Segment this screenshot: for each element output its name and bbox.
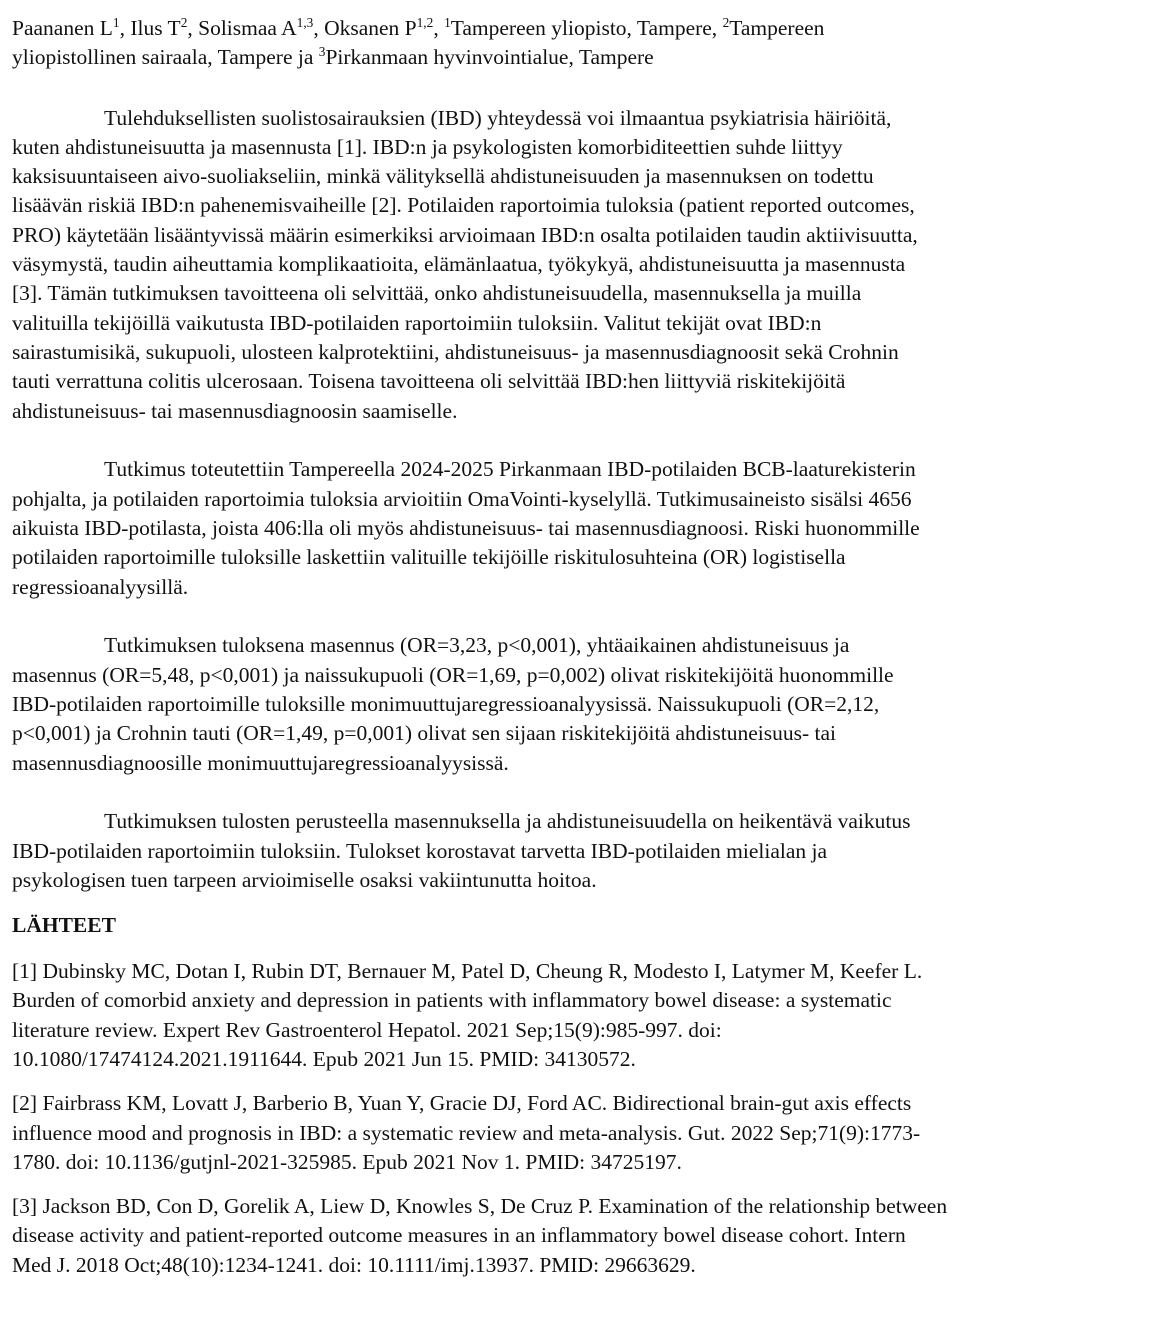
reference-line: disease activity and patient-reported outcome measures in an inflammatory bowel disease cohort. Intern [12,1223,906,1248]
text-line: aikuista IBD-potilasta, joista 406:lla oli myös ahdistuneisuus- tai masennusdiagnoosi. Riski huonommille [12,515,920,540]
text-line: väsymystä, taudin aiheuttamia komplikaatioita, elämänlaatua, työkykyä, ahdistuneisuutta ja masennusta [12,252,906,277]
affiliation-text: Pirkanmaan hyvinvointialue, Tampere [325,45,654,70]
author-sup: 1 [112,14,120,30]
text-line: tauti verrattuna colitis ulcerosaan. Toisena tavoitteena oli selvittää IBD:hen liittyviä riskitekijöitä [12,369,846,394]
text-line: Tutkimus toteutettiin Tampereella 2024-2025 Pirkanmaan IBD-potilaiden BCB-laaturekisterin [104,457,916,482]
reference-line: influence mood and prognosis in IBD: a systematic review and meta-analysis. Gut. 2022 Sep;71(9):1773- [12,1120,921,1145]
text-line: valituilla tekijöillä vaikutusta IBD-potilaiden raportoimiin tuloksiin. Valitut tekijät ovat IBD:n [12,310,822,335]
paragraph-results [12,631,1162,777]
author-name: Paananen L [12,16,113,40]
text-line: IBD-potilaiden raportoimille tuloksille monimuuttujaregressioanalyysissä. Naissukupuoli (OR=2,12, [12,691,880,716]
text-line: lisäävän riskiä IBD:n pahenemisvaiheille [2]. Potilaiden raportoimia tuloksia (patient reported outcomes, [12,193,915,218]
text-line: [3]. Tämän tutkimuksen tavoitteena oli selvittää, onko ahdistuneisuudella, masennuksella ja muilla [12,281,862,306]
text-line: kaksisuuntaiseen aivo-suoliakseliin, minkä välityksellä ahdistuneisuuden ja masennuksen on todettu [12,164,874,189]
paragraph-methods [12,455,1162,601]
reference-line: literature review. Expert Rev Gastroenterol Hepatol. 2021 Sep;15(9):985-997. doi: [12,1017,722,1042]
affiliation-text: Tampereen [729,16,825,40]
text-line: masennus (OR=5,48, p<0,001) ja naissukupuoli (OR=1,69, p=0,002) olivat riskitekijöitä huonommille [12,662,894,687]
text-line: psykologisen tuen tarpeen arvioimiselle osaksi vakiintunutta hoitoa. [12,867,597,892]
reference-item-1 [12,957,1162,1074]
text-line: regressioanalyysillä. [12,574,189,599]
affiliation-sup: 2 [722,14,730,30]
affiliation-sup: 1 [444,14,451,30]
text-line: ahdistuneisuus- tai masennusdiagnoosin saamiselle. [12,398,458,423]
affiliation-sup: 3 [318,44,326,60]
reference-item-3 [12,1192,1162,1280]
text-line: kuten ahdistuneisuutta ja masennusta [1]. IBD:n ja psykologisten komorbiditeettien suhde liittyy [12,134,843,159]
reference-line: [3] Jackson BD, Con D, Gorelik A, Liew D, Knowles S, De Cruz P. Examination of the relationship between [12,1194,948,1219]
affiliation-text: Tampereen yliopisto, Tampere, [450,16,723,40]
text-line: Tutkimuksen tulosten perusteella masennuksella ja ahdistuneisuudella on heikentävä vaikutus [104,809,911,834]
author-sup: 1,2 [416,14,434,30]
author-sup: 2 [180,14,188,30]
text-line: Tutkimuksen tuloksena masennus (OR=3,23, p<0,001), yhtäaikainen ahdistuneisuus ja [104,633,850,658]
reference-line: Burden of comorbid anxiety and depression in patients with inflammatory bowel disease: a systematic [12,988,892,1013]
text-line: pohjalta, ja potilaiden raportoimia tuloksia arvioitiin OmaVointi-kyselyllä. Tutkimusaineisto sisälsi 4656 [12,486,912,511]
text-line: PRO) käytetään lisääntyvissä määrin esimerkiksi arvioimaan IBD:n osalta potilaiden taudin aktiivisuutta, [12,222,918,247]
text-line: IBD-potilaiden raportoimiin tuloksiin. Tulokset korostavat tarvetta IBD-potilaiden mielialan ja [12,838,828,863]
author-block [12,14,1162,73]
author-name: Oksanen P [324,16,417,40]
text-line: potilaiden raportoimille tuloksille laskettiin valituille tekijöille riskitulosuhteina (OR) logistisella [12,545,846,570]
author-name: Ilus T [130,16,181,40]
text-line: masennusdiagnoosille monimuuttujaregressioanalyysissä. [12,750,509,775]
reference-line: [2] Fairbrass KM, Lovatt J, Barberio B, Yuan Y, Gracie DJ, Ford AC. Bidirectional brain-gut axis effects [12,1091,912,1116]
author-line-2 [12,43,1162,72]
text-line: Tulehduksellisten suolistosairauksien (IBD) yhteydessä voi ilmaantua psykiatrisia häiriöitä, [104,105,892,130]
reference-line: Med J. 2018 Oct;48(10):1234-1241. doi: 10.1111/imj.13937. PMID: 29663629. [12,1252,696,1277]
text-line: sairastumisikä, sukupuoli, ulosteen kalprotektiini, ahdistuneisuus- ja masennusdiagnoosit sekä Crohnin [12,339,899,364]
document-page [12,14,1162,1295]
author-sup: 1,3 [296,14,314,30]
paragraph-background [12,104,1162,426]
paragraph-conclusions [12,807,1162,895]
author-name: Solismaa A [198,16,297,40]
reference-line: [1] Dubinsky MC, Dotan I, Rubin DT, Bernauer M, Patel D, Cheung R, Modesto I, Latymer M, Keefer L. [12,959,923,984]
reference-line: 1780. doi: 10.1136/gutjnl-2021-325985. Epub 2021 Nov 1. PMID: 34725197. [12,1149,682,1174]
reference-line: 10.1080/17474124.2021.1911644. Epub 2021 Jun 15. PMID: 34130572. [12,1046,636,1071]
reference-item-2 [12,1089,1162,1177]
text-line: p<0,001) ja Crohnin tauti (OR=1,49, p=0,001) olivat sen sijaan riskitekijöitä ahdistuneisuus- tai [12,721,837,746]
affiliation-text: yliopistollinen sairaala, Tampere ja [12,45,319,70]
references-heading: LÄHTEET [12,912,116,937]
author-line-1: Paananen $L^1$, Ilus $T^2$, Solismaa A$^{1,3}$, Oksanen P$^{1,2}$, $^1$Tampereen yliopisto, Tampere, $^2$Tampereen [12,14,825,40]
